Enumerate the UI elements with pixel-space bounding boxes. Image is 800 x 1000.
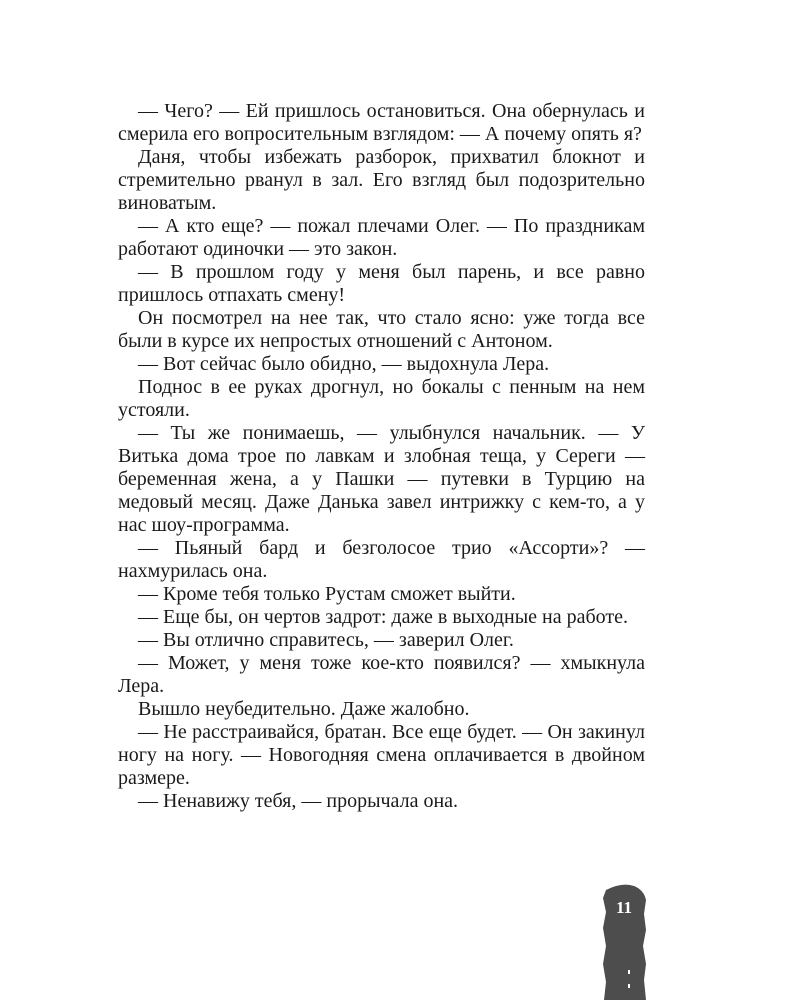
paragraph-1: — Чего? — Ей пришлось остановиться. Она обернулась и смерила его вопросительным взглядом: — А почему опять я? [118,100,645,145]
page-number: 11 [615,898,633,917]
page-number-marker [600,884,650,1000]
paragraph-9: — Пьяный бард и безголосое трио «Ассорти»? — нахмурилась она. [118,537,645,582]
paragraph-7: Поднос в ее руках дрогнул, но бокалы с пенным на нем устояли. [118,376,645,421]
paragraph-5: Он посмотрел на нее так, что стало ясно: уже тогда все были в курсе их непростых отношений с Антоном. [118,307,645,352]
body-text [118,100,645,813]
paragraph-6: — Вот сейчас было обидно, — выдохнула Лера. [138,353,550,375]
paragraph-11: — Еще бы, он чертов задрот: даже в выходные на работе. [138,606,629,628]
paragraph-8: — Ты же понимаешь, — улыбнулся начальник. — У Витька дома трое по лавкам и злобная теща, у Сереги — беременная жена, а у Пашки — путевки в Турцию на медовый месяц. Даже Данька завел интрижку с кем-то, а у нас шоу-программа. [118,422,645,536]
paragraph-10: — Кроме тебя только Рустам сможет выйти. [138,583,516,605]
paragraph-13: — Может, у меня тоже кое-кто появился? — хмыкнула Лера. [118,652,645,697]
paragraph-12: — Вы отлично справитесь, — заверил Олег. [138,629,514,651]
paragraph-4: — В прошлом году у меня был парень, и все равно пришлось отпахать смену! [118,261,645,306]
paragraph-2: Даня, чтобы избежать разборок, прихватил блокнот и стремительно рванул в зал. Его взгляд был подозрительно виноватым. [118,146,645,214]
paragraph-15: — Не расстраивайся, братан. Все еще будет. — Он закинул ногу на ногу. — Новогодняя смена оплачивается в двойном размере. [118,721,645,789]
paragraph-14: Вышло неубедительно. Даже жалобно. [138,698,470,720]
paragraph-16: — Ненавижу тебя, — прорычала она. [138,790,459,812]
paragraph-3: — А кто еще? — пожал плечами Олег. — По праздникам работают одиночки — это закон. [118,215,645,260]
